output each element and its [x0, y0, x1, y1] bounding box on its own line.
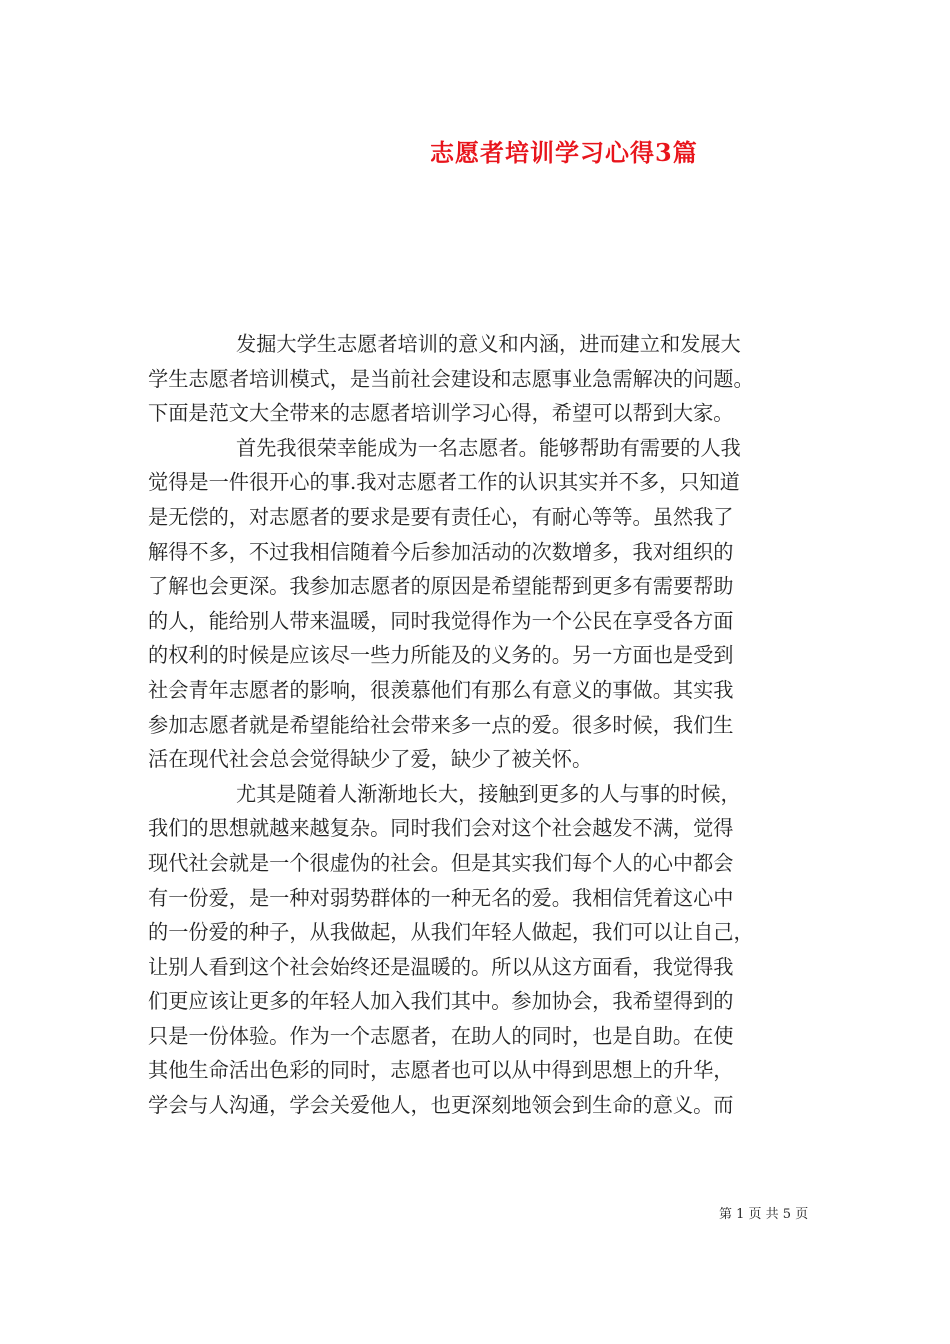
text-line: 让别人看到这个社会始终还是温暖的。所以从这方面看，我觉得我 — [148, 954, 734, 979]
text-line: 是无偿的，对志愿者的要求是要有责任心，有耐心等等。虽然我了 — [148, 504, 734, 529]
text-line: 其他生命活出色彩的同时，志愿者也可以从中得到思想上的升华， — [148, 1058, 734, 1083]
text-line: 发掘大学生志愿者培训的意义和内涵，进而建立和发展大 — [236, 332, 741, 356]
text-line: 现代社会就是一个很虚伪的社会。但是其实我们每个人的心中都会 — [148, 850, 734, 875]
text-line: 活在现代社会总会觉得缺少了爱，缺少了被关怀。 — [148, 747, 593, 772]
text-line: 的权利的时候是应该尽一些力所能及的义务的。另一方面也是受到 — [148, 643, 734, 668]
text-line: 社会青年志愿者的影响，很羡慕他们有那么有意义的事做。其实我 — [148, 677, 734, 702]
document-title: 志愿者培训学习心得3篇 — [430, 138, 698, 167]
paragraph-intro — [148, 327, 818, 431]
text-line: 的一份爱的种子，从我做起，从我们年轻人做起，我们可以让自己， — [148, 920, 754, 945]
text-line: 我们的思想就越来越复杂。同时我们会对这个社会越发不满，觉得 — [148, 816, 734, 841]
paragraph-2 — [148, 431, 818, 777]
text-line: 学生志愿者培训模式，是当前社会建设和志愿事业急需解决的问题。 — [148, 366, 754, 391]
text-line: 学会与人沟通，学会关爱他人，也更深刻地领会到生命的意义。而 — [148, 1093, 734, 1118]
text-line: 有一份爱，是一种对弱势群体的一种无名的爱。我相信凭着这心中 — [148, 885, 734, 910]
text-line: 参加志愿者就是希望能给社会带来多一点的爱。很多时候，我们生 — [148, 712, 734, 737]
text-line: 首先我很荣幸能成为一名志愿者。能够帮助有需要的人我 — [236, 435, 741, 460]
document-body — [148, 327, 818, 1123]
text-line: 的人，能给别人带来温暖，同时我觉得作为一个公民在享受各方面 — [148, 608, 734, 633]
paragraph-3 — [148, 777, 818, 1123]
text-line: 们更应该让更多的年轻人加入我们其中。参加协会，我希望得到的 — [148, 989, 734, 1014]
text-line: 觉得是一件很开心的事.我对志愿者工作的认识其实并不多，只知道 — [148, 470, 740, 495]
page-number: 第 1 页 共 5 页 — [719, 1207, 809, 1222]
text-line: 解得不多，不过我相信随着今后参加活动的次数增多，我对组织的 — [148, 539, 734, 564]
text-line: 尤其是随着人渐渐地长大，接触到更多的人与事的时候， — [236, 781, 741, 806]
text-line: 下面是范文大全带来的志愿者培训学习心得，希望可以帮到大家。 — [148, 401, 734, 426]
text-line: 了解也会更深。我参加志愿者的原因是希望能帮到更多有需要帮助 — [148, 574, 734, 599]
text-line: 只是一份体验。作为一个志愿者，在助人的同时，也是自助。在使 — [148, 1023, 734, 1048]
